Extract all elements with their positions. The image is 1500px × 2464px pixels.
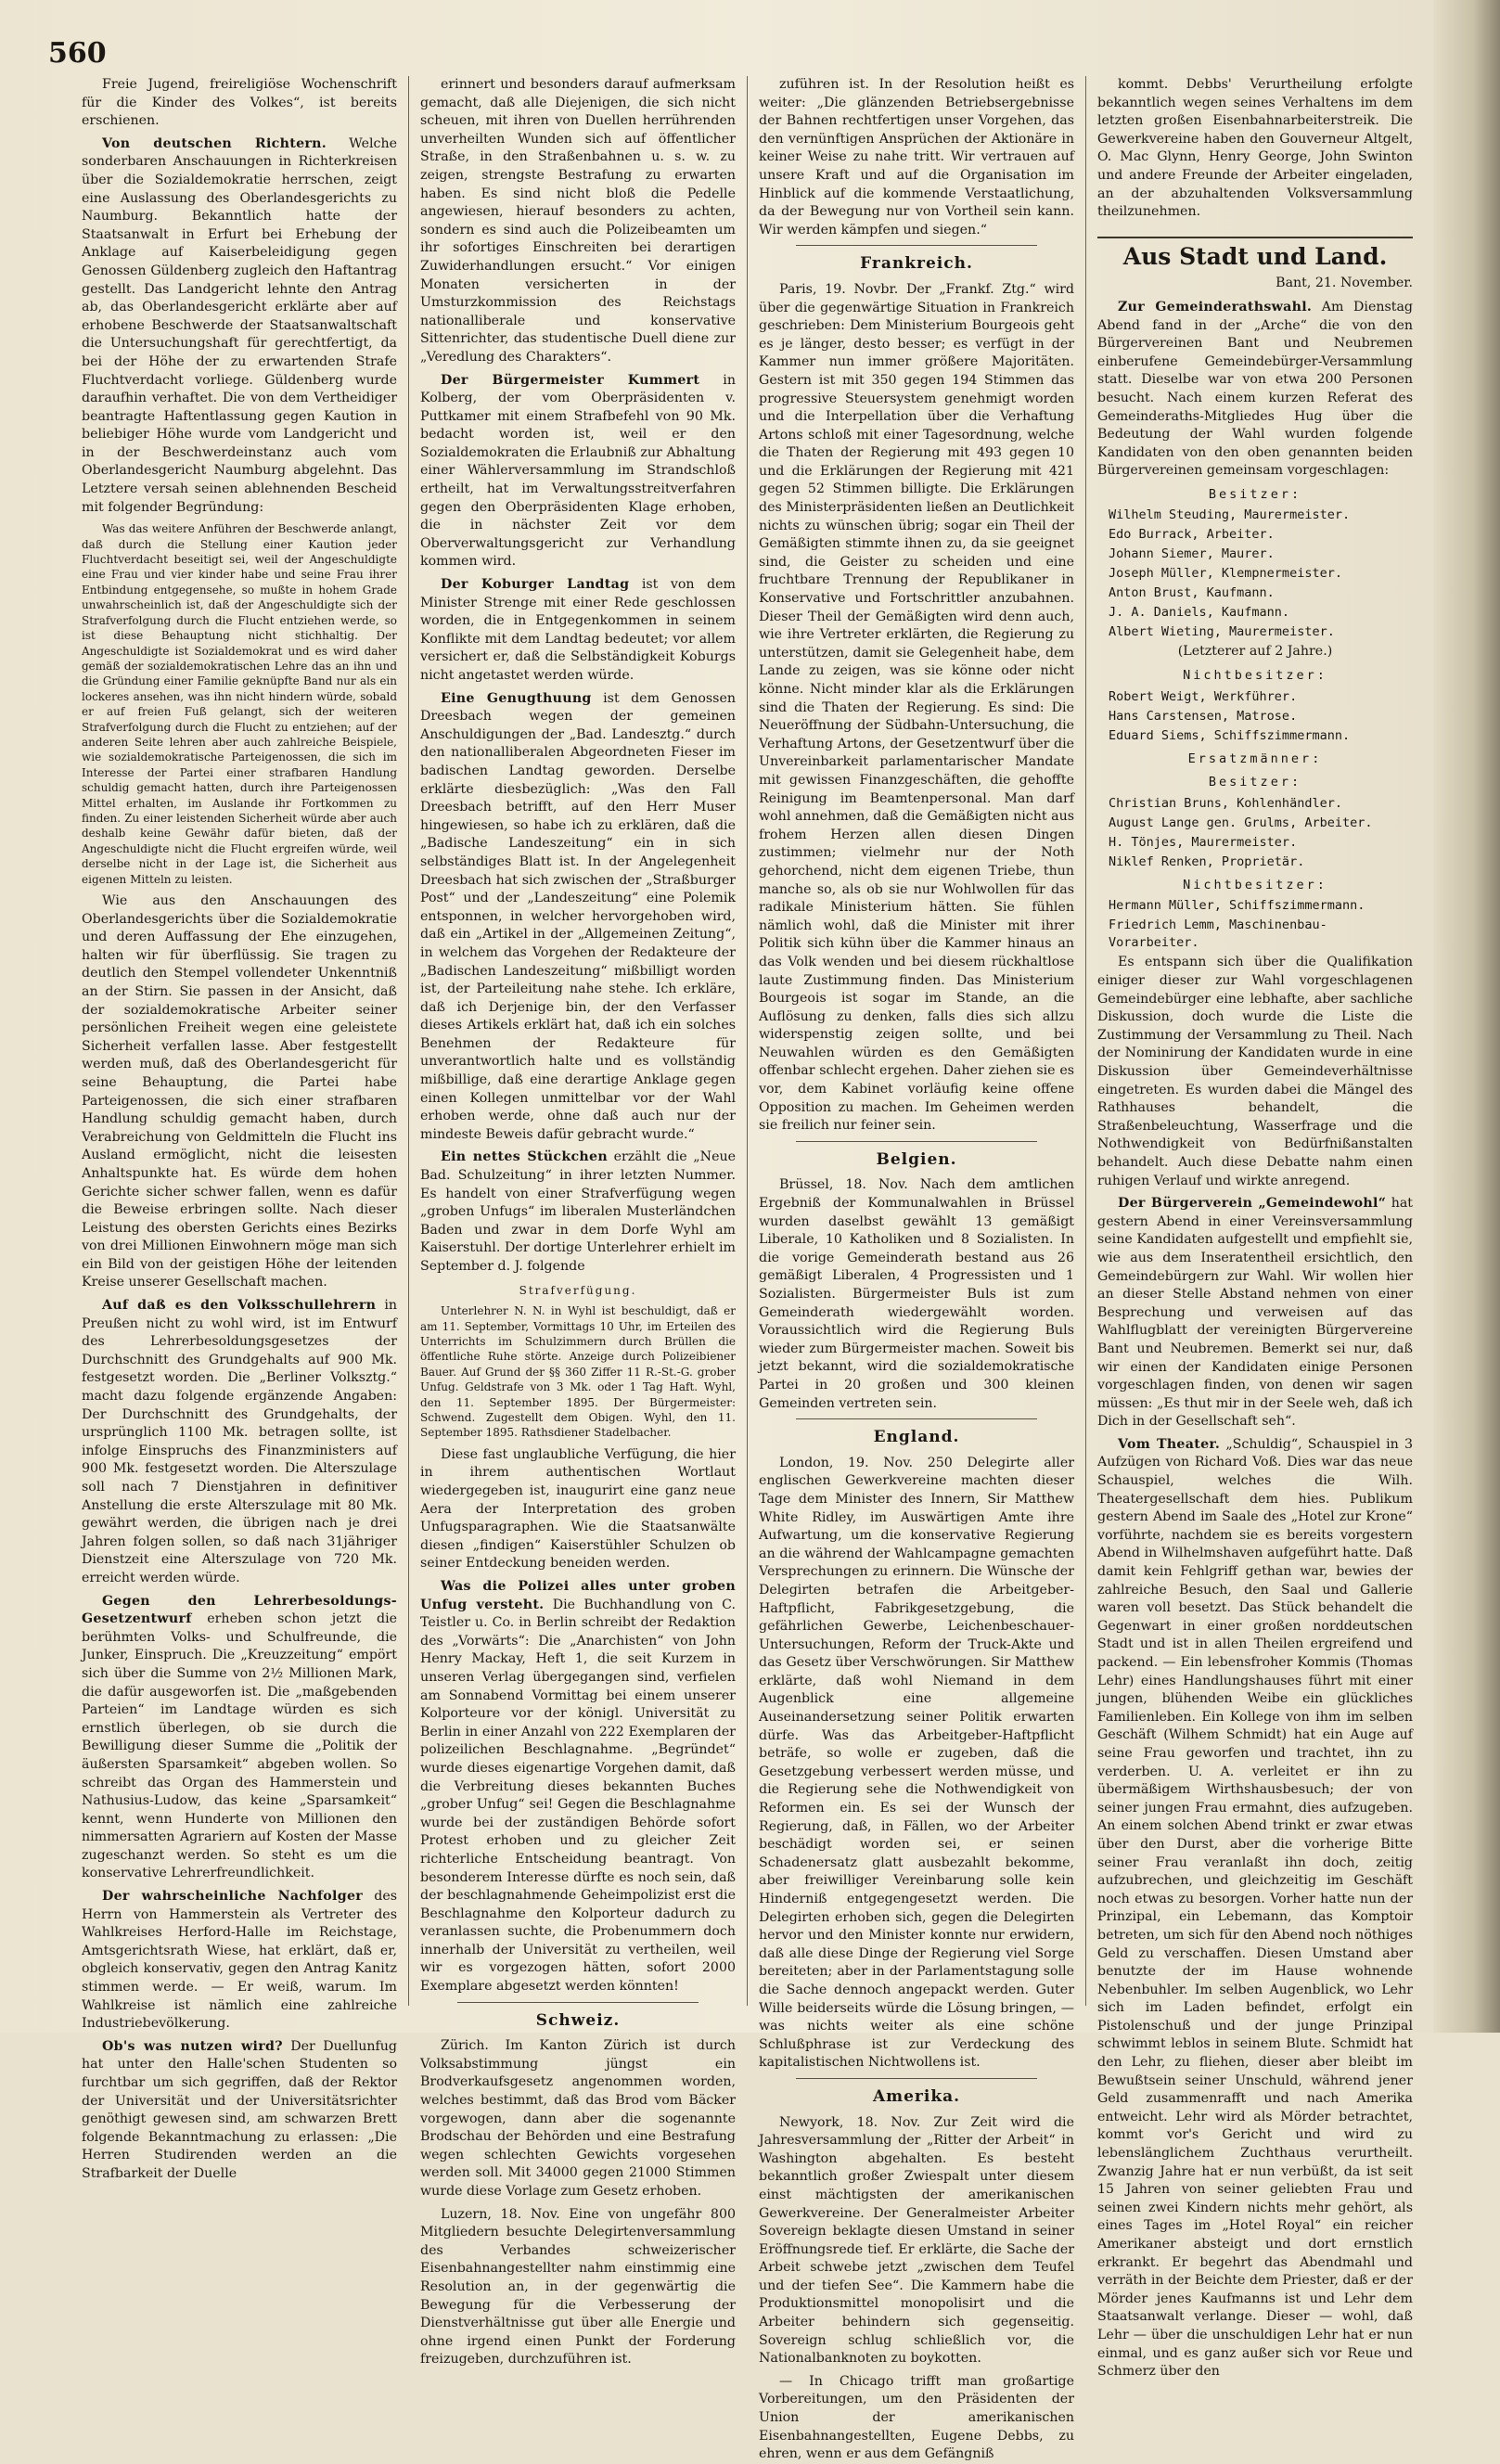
paragraph-text: Welche sonderbaren Anschauungen in Richterkreisen über die Sozialdemokratie herrschen, zeigt eine Auslassung des Oberlandesgerichts zu Naumburg. Bekanntlich hatte der Staatsanwalt in Erfurt bei Erhebung der Anklage auf Kaiserbeleidigung gegen Genossen Güldenberg zugleich den Haftantrag gestellt. Das Landgericht lehnte den Antrag ab, das Oberlandesgericht erklärte aber auf erhobene Beschwerde der Staatsanwaltschaft die Untersuchungshaft für gerechtfertigt, da bei der Höhe der zu erwartenden Strafe Fluchtverdacht vorliege. Güldenberg wurde daraufhin verhaftet. Die von dem Vertheidiger beantragte Haftentlassung gegen Kaution in beliebiger Höhe wurde vom Landgericht und in der Beschwerdeinstanz auch vom Oberlandesgericht Naumburg abgelehnt. Das Letztere versah seinen ablehnenden Bescheid mit folgender Begründung: (82, 135, 397, 515)
candidate-group-label: Besitzer: (1208, 775, 1302, 790)
section-heading-schweiz: Schweiz. (535, 2010, 621, 2030)
article-headline: Gegen den Lehrerbesoldungs-Gesetzentwurf (82, 1593, 397, 1627)
candidate-entry: Niklef Renken, Proprietär. (1109, 853, 1305, 869)
article-paragraph (420, 1149, 736, 1276)
article-paragraph: — In Chicago trifft man großartige Vorbereitungen, um den Präsidenten der Union der amerikanischen Eisenbahnangestellten, Eugene Debbs, zu ehren, wenn er aus dem Gefängniß (759, 2373, 1074, 2462)
column-3 (759, 76, 1074, 2462)
section-heading-stadt-und-land: Aus Stadt und Land. (1097, 237, 1413, 266)
article-paragraph (420, 1578, 736, 1996)
candidate-entry: Johann Siemer, Maurer. (1109, 546, 1275, 562)
candidate-entry: Robert Weigt, Werkführer. (1109, 688, 1298, 704)
article-headline: Zur Gemeinderathswahl. (1118, 299, 1313, 314)
column-4 (1097, 76, 1413, 2380)
section-heading-england: England. (873, 1428, 960, 1447)
article-paragraph: Luzern, 18. Nov. Eine von ungefähr 800 Mitgliedern besuchte Delegirtenversammlung des Verbandes schweizerischer Eisenbahnangestellter nahm einstimmig eine Resolution an, in der gegenwärtig die Bewegung für die Verbesserung der Dienstverhältnisse gut über alle Energie und ohne irgend einen Punkt der Forderung freizugeben, durchzuführen ist. (420, 2206, 736, 2368)
article-paragraph (82, 1593, 397, 1884)
page-number: 560 (48, 37, 107, 70)
candidate-entry: Friedrich Lemm, Maschinenbau-Vorarbeiter. (1109, 918, 1327, 951)
article-paragraph (82, 135, 397, 517)
candidate-list-owners (1097, 507, 1413, 641)
article-paragraph: zuführen ist. In der Resolution heißt es weiter: „Die glänzenden Betriebsergebnisse der Bahnen rechtfertigen unser Vorgehen, das den vernünftigen Ansprüchen der Aktionäre in keiner Weise zu nahe tritt. Wir vertrauen auf unsere Kraft und auf die Organisation im Hinblick auf die kommende Verstaatlichung, da der Bewegung nur von Vortheil sein kann. Wir werden kämpfen und siegen.“ (759, 77, 1074, 237)
section-divider (796, 245, 1037, 246)
article-paragraph: London, 19. Nov. 250 Delegirte aller englischen Gewerkvereine machten dieser Tage dem Minister des Innern, Sir Matthew White Ridley, im Auswärtigen Amte ihre Aufwartung, um die konservative Regierung an die während der Wahlcampagne gemachten Versprechungen zu erinnern. Die Wünsche der Delegirten betrafen die Arbeitgeber-Haftpflicht, Fabrikgesetzgebung, die gefährlichen Gewerbe, Leichenbeschauer-Untersuchungen, Reform der Truck-Akte und das Gesetz über Verschwörungen. Sir Matthew erklärte, daß wohl Niemand in dem Augenblick eine allgemeine Auseinandersetzung seiner Politik erwarten dürfe. Was das Arbeitgeber-Haftpflicht beträfe, so wolle er zugeben, daß die Gesetzgebung verbessert werden müsse, und die Regierung sehe die Nothwendigkeit von Reformen ein. Es sei der Wunsch der Regierung, daß, in Fällen, wo der Arbeiter beschädigt worden sei, er seinen Schadenersatz glatt ausbezahlt bekomme, aber freiwilliger Vereinbarung solle kein Hinderniß entgegengesetzt werden. Die Delegirten erhoben sich, gegen die Delegirten hervor und den Minister konnte nur erwidern, daß alle diese Dinge der Regierung viel Sorge bereiteten; aber in der Parlamentstagung solle die Sache dennoch angepackt werden. Guter Wille beiderseits würde die Lösung bringen, — was nichts weiter als eine schöne Schlußphrase ist zur Verdeckung des kapitalistischen Nichtwollens ist. (759, 1455, 1074, 2071)
paragraph-text: erheben schon jetzt die berühmten Volks- und Schulfreunde, die Junker, Einspruch. Die „Kreuzzeitung“ empört sich über die Summe von 2½ Millionen Mark, die dafür ausgeworfen ist. Die „maßgebenden Parteien“ im Landtage würden es sich ernstlich überlegen, ob sie durch die Bewilligung dieser Summe die „Politik der äußersten Sparsamkeit“ abgeben wollen. So schreibt das Organ des Hammerstein und Nathusius-Ludow, das keine „Sparsamkeit“ kennt, wenn Hunderte von Millionen den nimmersatten Agrariern auf Kosten der Masse zugeschanzt werden. So steht es um die konservative Lehrerfreundlichkeit. (82, 1611, 398, 1881)
candidate-entry: J. A. Daniels, Kaufmann. (1109, 605, 1290, 621)
candidate-note: (Letzterer auf 2 Jahre.) (1177, 644, 1333, 660)
candidate-list-sub-owners (1097, 795, 1413, 871)
article-paragraph (1097, 299, 1413, 481)
paragraph-text: Freie Jugend, freireligiöse Wochenschrift für die Kinder des Volkes“, ist bereits erschienen. (82, 77, 397, 129)
article-paragraph: Newyork, 18. Nov. Zur Zeit wird die Jahresversammlung der „Ritter der Arbeit“ in Washington abgehalten. Es besteht bekanntlich großer Zwiespalt unter diesem einst mächtigsten der amerikanischen Gewerkvereine. Der Generalmeister Arbeiter Sovereign beklagte diesen Umstand in seiner Eröffnungsrede tief. Er erklärte, die Sache der Arbeit schwebe jetzt „zwischen dem Teufel und der tiefen See“. Die Kammern habe die Produktionsmittel monopolisirt und die Arbeiter behindern sich gegenseitig. Sovereign schlug schließlich vor, die Nationalbanknoten zu boykotten. (759, 2114, 1074, 2367)
section-heading-frankreich: Frankreich. (860, 254, 973, 274)
candidate-group-label: Besitzer: (1208, 486, 1302, 502)
decree-text: Unterlehrer N. N. in Wyhl ist beschuldigt, daß er am 11. September, Vormittags 10 Uhr, im Erteilen des Unterrichts im Schulzimmern durch Brüllen die öffentliche Ruhe störte. Anzeige durch Polizeibiener Bauer. Auf Grund der §§ 360 Ziffer 11 R.-St.-G. grober Unfug. Geldstrafe von 3 Mk. oder 1 Tag Haft. Wyhl, den 11. September 1895. Der Bürgermeister: Schwend. Zugestellt dem Obigen. Wyhl, den 11. September 1895. Rathsdiener Stadelbacher. (420, 1304, 736, 1440)
article-headline: Auf daß es den Volksschullehrern (102, 1298, 377, 1314)
article-paragraph: Diese fast unglaubliche Verfügung, die hier in ihrem authentischen Wortlaut wiedergegeben ist, inaugurirt eine ganz neue Aera der Interpretation des groben Unfugsparagraphen. Wie die Staatsanwälte diesen „findigen“ Kaiserstühler Schulzen ob seiner Entdeckung beneiden werden. (420, 1446, 736, 1572)
section-divider (796, 1141, 1037, 1142)
section-divider (796, 2078, 1037, 2079)
article-headline: Ein nettes Stückchen (441, 1149, 608, 1165)
paragraph-text: ist von dem Minister Strenge mit einer Rede geschlossen worden, die in Entgegenkommen in seinem Konflikte mit dem Landtag bedeutet; vor allem versichert er, daß die Selbständigkeit Koburgs nicht angetastet werden würde. (420, 577, 736, 683)
section-heading-belgien: Belgien. (876, 1149, 957, 1169)
article-paragraph (82, 1297, 397, 1588)
article-paragraph: Paris, 19. Novbr. Der „Frankf. Ztg.“ wird über die gegenwärtige Situation in Frankreich geschrieben: Dem Ministerium Bourgeois geht es je länger, desto besser; es verfügt in der Kammer nun immer größere Majoritäten. Gestern ist mit 350 gegen 194 Stimmen das progressive Steuersystem genehmigt worden und die Interpellation über die Verhaftung Artons schloß mit einer Tagesordnung, welche die Thaten der Regierung mit 493 gegen 10 und die Erklärungen der Regierung mit 421 gegen 52 Stimmen billigte. Die Erklärungen des Ministerpräsidenten ließen an Deutlichkeit nichts zu wünschen übrig; sogar ein Theil der Gemäßigten stimmte ihnen zu, da sie geeignet sind, die Geister zu scheiden und eine fruchtbare Trennung der Republikaner in Konservative und Fortschrittler anzubahnen. Dieser Theil der Gemäßigten wird denn auch, wie ihre Vertreter erklärten, die Regierung zu unterstützen, damit sie Gelegenheit habe, dem Lande zu zeigen, was sie könne oder nicht könne. Nicht minder klar als die Erklärungen sind die Thaten der Regierung. Es sind: Die Neueröffnung der Südbahn-Untersuchung, die Verhaftung Artons, der Gesetzentwurf über die Unvereinbarkeit parlamentarischer Mandate mit gewissen Finanzgeschäften, die gehoffte Reinigung im Beamtenpersonal. Man darf wohl annehmen, daß die Gemäßigten nicht aus frohem Herzen allen diesen Dingen zustimmen; vielmehr nur der Noth gehorchend, nicht dem eigenen Triebe, thun manche so, als ob sie nur Wohlwollen für das radikale Ministerium hätten. Sie fühlen nämlich wohl, daß die Minister mit ihrer Politik sich kühn über die Kammer hinaus an das Volk wenden und bei diesem rückhaltlose laute Zustimmung finden. Das Ministerium Bourgeois ist sogar im Stande, an die Auflösung zu denken, falls dies sich allzu widerspenstig zeigen sollte, und bei Neuwahlen würden es den Gemäßigten offenbar schlecht ergehen. Daher ziehen sie es vor, dem Kabinet vorläufig keine offene Opposition zu machen. Im Geheimen werden sie freilich nur feiner sein. (759, 281, 1074, 1134)
column-rule (1085, 76, 1086, 2006)
article-headline: Der Bürgermeister Kummert (441, 372, 700, 388)
candidate-group-label: Nichtbesitzer: (1183, 668, 1327, 684)
paragraph-text: „Schuldig“, Schauspiel in 3 Aufzügen von Richard Voß. Dies war das neue Schauspiel, welches die Wilh. Theatergesellschaft dem hies. Publikum gestern Abend im Saale des „Hotel zur Krone“ vorführte, nachdem sie es bereits vorgestern Abend in Wilhelmshaven aufgeführt hatte. Daß damit kein Fehlgriff gethan war, bewies der zahlreiche Besuch, den Saal und Gallerie waren voll besetzt. Das Stück behandelt die Gegenwart in einer großen norddeutschen Stadt und ist in allen Theilen ergreifend und packend. — Ein lebensfroher Kommis (Thomas Lehr) eines Handlungshauses führt mit einer jungen, blühenden Weibe ein glückliches Familienleben. Ein Kollege von ihm im selben Geschäft (Wilhem Schmidt) hat ein Auge auf seine Frau geworfen und trachtet, ihn zu verderben. U. A. verleitet er ihn zu übermäßigem Wirthshausbesuch; der von seiner jungen Frau ermahnt, dies aufzugeben. An einem solchen Abend trinkt er zwar etwas über den Durst, aber die vorherige Bitte seiner Frau veranlaßt ihn doch, zeitig aufzubrechen, und gleichzeitig im Geschäft noch etwas zu besorgen. Vorher hatte nun der Prinzipal, ein Lebemann, das Komptoir betreten, um sich für den Abend noch nöthiges Geld zu verschaffen. Diesen Umstand aber benutzte der im Hause wohnende Nebenbuhler. Im selben Augenblick, wo Lehr sich im Laden befindet, erfolgt ein Pistolenschuß und der junge Prinzipal schwimmt leblos in seinem Blute. Schmidt hat den Lehr, zu fliehen, dieser aber bleibt im Bewußtsein seiner Unschuld, während jener Geld zusammenrafft und nach Amerika entweicht. Lehr wird als Mörder betrachtet, kommt vor's Gericht und wird zu lebenslänglichem Zuchthaus verurtheilt. Zwanzig Jahre hat er nun verbüßt, da ist seit 15 Jahren von seiner geliebten Frau und seinen zwei Kindern nichts mehr gehört, als eines Tages im „Hotel Royal“ ein reicher Amerikaner absteigt und dort ernstlich erkrankt. Er begehrt das Abendmahl und verräth in der Beichte dem Priester, daß er der Mörder jenes Kaufmanns ist und Lehr dem Staatsanwalt verlange. Dieser — wohl, daß Lehr — über die unschuldigen Lehr hat er nun einmal, und es ganz außer sich vor Reue und Schmerz über den (1097, 1436, 1413, 2380)
article-headline: Der Bürgerverein „Gemeindewohl“ (1118, 1196, 1387, 1212)
paragraph-text: ist dem Genossen Dreesbach wegen der gemeinen Anschuldigungen der „Bad. Landesztg.“ durch den nationalliberalen Abgeordneten Fieser im badischen Landtag geworden. Derselbe erklärte diesbezüglich: „Was den Fall Dreesbach betrifft, auf den Herr Muser hingewiesen, so habe ich zu erklären, daß die „Badische Landeszeitung“ ein in sich selbständiges Blatt ist. In der Angelegenheit Dreesbach hat sich zwischen der „Straßburger Post“ und der „Landeszeitung“ eine Polemik entsponnen, in welcher hervorgehoben wird, daß ein „Artikel in der „Allgemeinen Zeitung“, in welchem das Vorgehen der Redakteure der „Badischen Landeszeitung“ mißbilligt worden ist, der Parteileitung nahe stehe. Ich erkläre, daß ich Derjenige bin, der den Verfasser dieses Artikels erklärt hat, daß ich ein solches Benehmen der Redakteure für unverantwortlich halte und es vollständig mißbillige, daß eine derartige Anklage gegen einen Kollegen unmittelbar vor der Wahl erhoben werde, ohne daß auch nur der mindeste Beweis dafür gebracht wurde.“ (420, 690, 736, 1142)
candidate-entry: Hans Carstensen, Matrose. (1109, 708, 1298, 724)
article-headline: Was die Polizei alles unter groben Unfug versteht. (420, 1579, 736, 1612)
paragraph-text: erzählt die „Neue Bad. Schulzeitung“ in ihrer letzten Nummer. Es handelt von einer Strafverfügung wegen „groben Unfugs“ im liberalen Musterländchen Baden und zwar in dem Dorfe Wyhl am Kaiserstuhl. Der dortige Unterlehrer erhielt im September d. J. folgende (420, 1149, 737, 1274)
candidate-entry: Albert Wieting, Maurermeister. (1109, 624, 1335, 640)
article-paragraph (420, 690, 736, 1145)
candidate-entry: Eduard Siems, Schiffszimmermann. (1109, 727, 1351, 743)
candidate-entry: H. Tönjes, Maurermeister. (1109, 834, 1298, 850)
decree-title: Strafverfügung. (519, 1283, 637, 1297)
candidate-entry: Anton Brust, Kaufmann. (1109, 585, 1275, 601)
article-headline: Der Koburger Landtag (441, 577, 630, 593)
candidate-entry: August Lange gen. Grulms, Arbeiter. (1109, 815, 1373, 830)
article-paragraph (1097, 1195, 1413, 1431)
paragraph-text: Der Duellunfug hat unter den Halle'schen Studenten so furchtbar um sich gegriffen, daß der Rektor der Universität und der Universitätsrichter genöthigt gewesen sind, am schwarzen Brett folgende Bekanntmachung zu erlassen: „Die Herren Studirenden werden an die Strafbarkeit der Duelle (82, 2038, 398, 2181)
page-edge-shadow (1433, 0, 1500, 2033)
section-divider (796, 1418, 1037, 1419)
paragraph-text: in Kolberg, der vom Oberpräsidenten v. Puttkamer mit einem Strafbefehl von 90 Mk. bedacht worden ist, weil er den Sozialdemokraten die Erlaubniß zur Abhaltung einer Wählerversammlung im Strandschloß ertheilt, hat im Verwaltungsstreitverfahren gegen den Oberpräsidenten Klage erhoben, die in nächster Zeit vor dem Oberverwaltungsgericht zur Verhandlung kommen wird. (420, 372, 736, 570)
article-paragraph: kommt. Debbs' Verurtheilung erfolgte bekanntlich wegen seines Verhaltens im dem letzten großen Eisenbahnarbeiterstreik. Die Gewerkvereine haben den Gouverneur Altgelt, O. Mac Glynn, Henry George, John Swinton und andere Freunde der Arbeiter eingeladen, an der abzuhaltenden Volksversammlung theilzunehmen. (1097, 77, 1413, 220)
article-paragraph: Brüssel, 18. Nov. Nach dem amtlichen Ergebniß der Kommunalwahlen in Brüssel wurden daselbst gewählt 13 gemäßigt Liberale, 10 Katholiken und 8 Sozialisten. In die vorige Gemeinderath bestand aus 26 gemäßigt Liberalen, 4 Progressisten und 1 Sozialisten. Bürgermeister Buls ist zum Gemeinderath wiedergewählt worden. Voraussichtlich wird die Regierung Buls wieder zum Bürgermeister machen. Soweit bis jetzt bekannt, wird die sozialdemokratische Partei in 20 großen und 300 kleinen Gemeinden vertreten sein. (759, 1177, 1074, 1411)
paragraph-text: hat gestern Abend in einer Vereinsversammlung seine Kandidaten aufgestellt und empfiehlt sie, wie aus dem Inseratentheil ersichtlich, den Gemeindebürgern zur Wahl. Wir wollen hier an dieser Stelle Abstand nehmen von einer Besprechung und verweisen auf das Wahlflugblatt der vereinigten Bürgervereine Bant und Neubremen. Bemerkt sei nur, daß wir einen der Kandidaten einige Personen vorgeschlagen finden, von denen wir sagen müssen: „Es thut mir in der Seele weh, daß ich Dich in der Gesellschaft seh“. (1097, 1196, 1413, 1430)
candidate-entry: Joseph Müller, Klempnermeister. (1109, 566, 1342, 582)
paragraph-text: Am Dienstag Abend fand in der „Arche“ die von den Bürgervereinen Bant und Neubremen einberufene Gemeindebürger-Versammlung statt. Dieselbe war von etwa 200 Personen besucht. Nach einem kurzen Referat des Gemeinderaths-Mitgliedes Hug über die Bedeutung der Wahl wurden folgende Kandidaten von den oben genannten beiden Bürgervereinen gemeinsam vorgeschlagen: (1097, 299, 1413, 479)
section-heading-amerika: Amerika. (872, 2086, 961, 2106)
paragraph-text: in Preußen nicht zu wohl wird, ist im Entwurf des Lehrerbesoldungsgesetzes der Durchschnitt des Grundgehalts auf 900 Mk. festgesetzt worden. Die „Berliner Volksztg.“ macht dazu folgende ergänzende Angaben: Der Durchschnitt des Grundgehalts, der ursprünglich 1100 Mk. betragen sollte, ist infolge Einspruchs des Finanzministers auf 900 Mk. festgesetzt worden. Die Alterszulage soll nach 7 Dienstjahren in definitiver Anstellung die erste Alterszulage mit 80 Mk. gewährt werden, die übrigen nach je drei Jahren folgen sollen, so daß nach 31jähriger Dienstzeit eine Alterszulage von 720 Mk. erreicht werden würde. (82, 1298, 397, 1585)
article-headline: Vom Theater. (1118, 1436, 1221, 1452)
article-headline: Der wahrscheinliche Nachfolger (102, 1889, 364, 1905)
article-headline: Von deutschen Richtern. (102, 135, 327, 151)
candidate-entry: Edo Burrack, Arbeiter. (1109, 527, 1275, 543)
article-paragraph (82, 1888, 397, 2034)
section-divider (457, 2002, 699, 2003)
columns-container (82, 76, 1413, 2462)
paragraph-text: des Herrn von Hammerstein als Vertreter des Wahlkreises Herford-Halle im Reichstage, Amtsgerichtsrath Wiese, hat erklärt, daß er, obgleich konservativ, gegen den Antrag Kanitz stimmen werde. — Er weiß, warum. Im Wahlkreise ist nämlich eine zahlreiche Industriebevölkerung. (82, 1889, 397, 2032)
article-headline: Eine Genugthuung (441, 690, 592, 706)
candidate-group-label: Ersatzmänner: (1187, 751, 1323, 766)
quoted-decision: Was das weitere Anführen der Beschwerde anlangt, daß durch die Stellung einer Kaution jeder Fluchtverdacht beseitigt sei, weil der Angeschuldigte eine Frau und vier kinder habe und seine Frau ihrer Entbindung entgegensehe, so mußte in hohem Grade unwahrscheinlich ist, daß der Angeschuldigte sich der Strafverfolgung durch die Flucht entziehen werde, so ist diese Behauptung nicht stichhaltig. Der Angeschuldigte ist Sozialdemokrat und es wird daher gemäß der sozialdemokratischen Lehre das an ihn und die Gründung einer Familie geknüpfte Band nur als ein lockeres ansehen, was ihn nicht hindern würde, sobald er auf freien Fuß gelangt, sich der weiteren Strafverfolgung durch die Flucht zu entziehen; auf der anderen Seite lehren aber auch zahlreiche Beispiele, wie sozialdemokratische Parteigenossen, die sich im Interesse der Partei einer strafbaren Handlung schuldig gemacht hatten, durch ihre Parteigenossen Mittel erhalten, im Auslande ihr Fortkommen zu finden. Zu einer leistenden Sicherheit würde aber auch deshalb keine Gewähr dafür bieten, daß der Angeschuldigte nicht die Flucht ergreifen würde, weil derselbe nicht in der Lage ist, die Sicherheit aus eigenen Mitteln zu leisten. (82, 522, 397, 886)
column-2 (420, 76, 737, 2368)
paragraph-text: Die Buchhandlung von C. Teistler u. Co. in Berlin schreibt der Redaktion des „Vorwärts“: Die „Anarchisten“ von John Henry Mackay, Heft 1, die seit Kurzem in unseren Verlag übergegangen sind, verfielen am Sonnabend Vormittag bei einem unserer Kolporteure vor der königl. Universität zu Berlin in einer Anzahl von 222 Exemplaren der polizeilichen Beschlagnahme. „Begründet“ wurde dieses eigenartige Vorgehen damit, daß die Verbreitung dieses bekannten Buches „grober Unfug“ sei! Gegen die Beschlagnahme wurde bei der zuständigen Behörde sofort Protest erhoben und zu gleicher Zeit richterliche Entscheidung beantragt. Von besonderem Interesse dürfte es noch sein, daß der beschlagnahmende Geheimpolizist erst die Beschlagnahme den Kolporteur dadurch zu veranlassen suchte, die Probenummern doch innerhalb der Universität zu vertheilen, weil wir es vorgezogen hätten, sofort 2000 Exemplare abgesetzt werden könnten! (420, 1597, 736, 1995)
candidate-list-nonowners (1097, 688, 1413, 745)
dateline: Bant, 21. November. (1276, 276, 1413, 291)
candidate-entry: Christian Bruns, Kohlenhändler. (1109, 795, 1342, 811)
article-paragraph (82, 2038, 397, 2184)
article-paragraph (1097, 1436, 1413, 2381)
candidate-entry: Hermann Müller, Schiffszimmermann. (1109, 898, 1365, 914)
article-paragraph: Es entspann sich über die Qualifikation einiger dieser zur Wahl vorgeschlagenen Gemeindebürger eine lebhafte, aber sachliche Diskussion, doch wurde die Liste die Zustimmung der Versammlung zu Theil. Nach der Nominirung der Kandidaten wurde in eine Diskussion über Gemeindeverhältnisse eingetreten. Es wurden dabei die Mängel des Rathhauses behandelt, die Straßenbeleuchtung, Wasserfrage und die Nothwendigkeit von Bedürfnißanstalten behandelt. Auch diese Debatte nahm einen ruhigen Verlauf und wirkte anregend. (1097, 955, 1413, 1188)
article-paragraph (420, 372, 736, 572)
article-paragraph (82, 76, 397, 131)
candidate-group-label: Nichtbesitzer: (1183, 877, 1327, 892)
article-paragraph: Zürich. Im Kanton Zürich ist durch Volksabstimmung jüngst ein Brodverkaufsgesetz angenommen worden, welches bestimmt, daß das Brod vom Bäcker vorgewogen, dann aber die sogenannte Brodschau der Behörden und eine Bestrafung wegen schlechten Gewichts vorgesehen werden soll. Mit 34000 gegen 21000 Stimmen wurde diese Vorlage zum Gesetz erhoben. (420, 2038, 736, 2199)
article-paragraph: Wie aus den Anschauungen des Oberlandesgerichts über die Sozialdemokratie und deren Auffassung der Ehe einzugehen, halten wir für überflüssig. Sie tragen zu deutlich den Stempel vollendeter Unkenntniß an der Stirn. Sie passen in der Ansicht, daß der sozialdemokratische Arbeiter seiner persönlichen Freiheit wegen eine geleistete Sicherheit verfallen lasse. Aber festgestellt werden muß, daß des Oberlandesgericht für seine Behauptung, die Partei habe Parteigenossen, die sich einer strafbaren Handlung schuldig gemacht haben, durch Verabreichung von Geldmitteln die Flucht ins Ausland ermöglicht, nicht die leisesten Anhaltspunkte hat. Es würde dem hohen Gerichte sicher schwer fallen, wenn es dafür die Beweise erbringen sollte. Nach dieser Leistung des obersten Gerichts eines Bezirks von drei Millionen Einwohnern möge man sich ein Bild von der geistigen Höhe der leitenden Kreise unserer Gesellschaft machen. (82, 893, 397, 1290)
candidate-list-sub-nonowners (1097, 897, 1413, 952)
article-paragraph (420, 576, 736, 686)
column-rule (747, 76, 748, 2006)
column-1 (82, 76, 398, 2181)
article-paragraph: erinnert und besonders darauf aufmerksam gemacht, daß alle Diejenigen, die sich nicht scheuen, mit ihren von Duellen herrührenden unverheilten Wunden sich auf öffentlicher Straße, in den Straßenbahnen u. s. w. zu zeigen, strengste Bestrafung zu erwarten haben. Es sind nicht bloß die Pedelle angewiesen, hierauf besonders zu achten, sondern es sind auch die Polizeibeamten um ihr sofortiges Einschreiten bei derartigen Zuwiderhandlungen ersucht.“ Vor einigen Monaten versicherten in der Umsturzkommission des Reichstags nationalliberale und konservative Sittenrichter, das studentische Duell diene zur „Veredlung des Charakters“. (420, 77, 736, 365)
column-rule (408, 76, 409, 2006)
candidate-entry: Wilhelm Steuding, Maurermeister. (1109, 507, 1351, 523)
article-headline: Ob's was nutzen wird? (102, 2038, 283, 2054)
